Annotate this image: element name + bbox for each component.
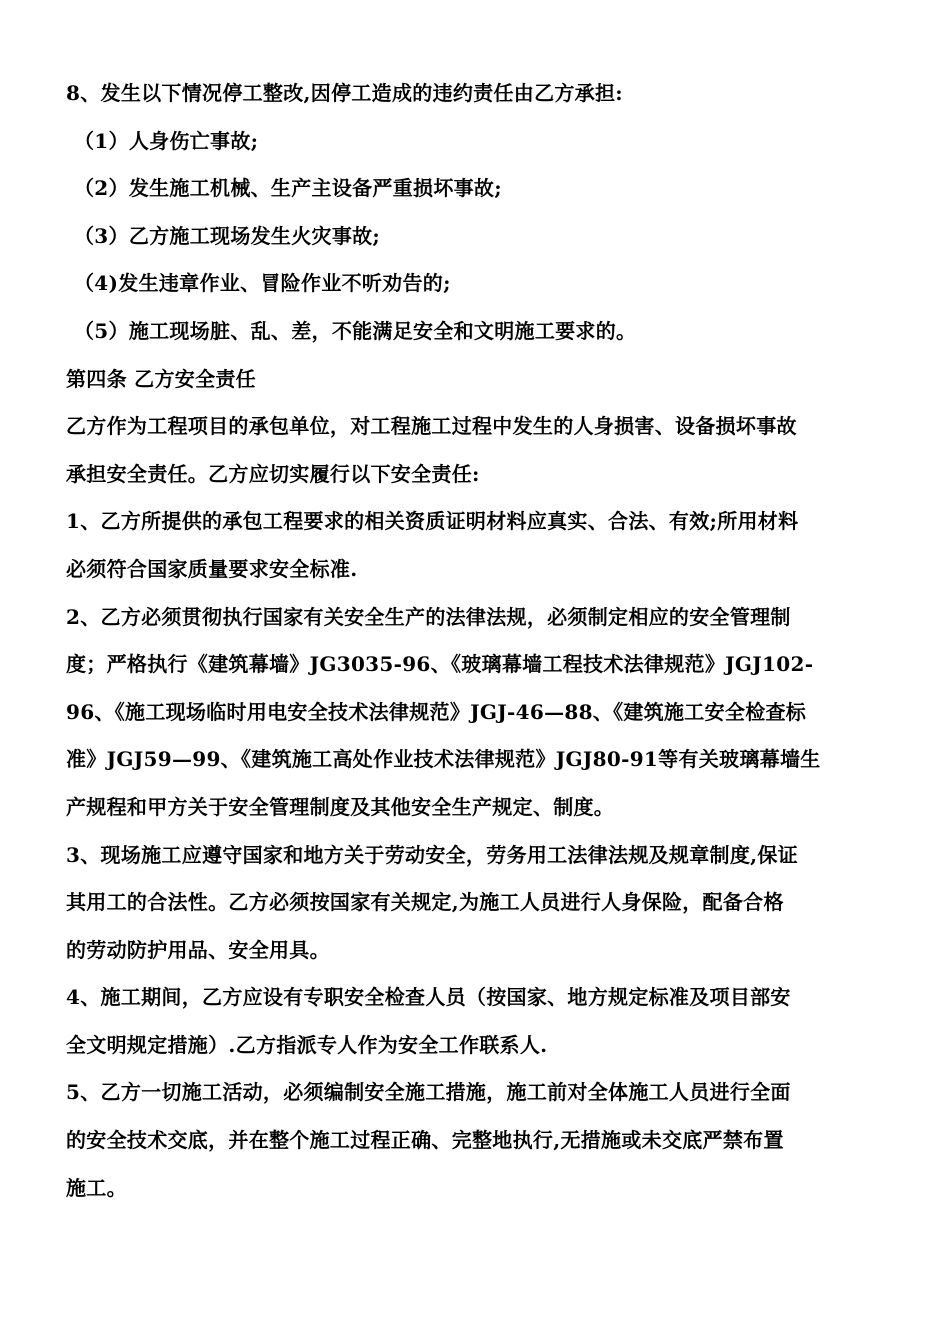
item-1-line-1: 1、乙方所提供的承包工程要求的相关资质证明材料应真实、合法、有效;所用材料: [66, 509, 799, 534]
article-4-title: 第四条 乙方安全责任: [66, 366, 256, 391]
clause-8-item-3: （3）乙方施工现场发生火灾事故;: [74, 223, 381, 248]
clause-8-heading: 8、发生以下情况停工整改,因停工造成的违约责任由乙方承担:: [66, 81, 623, 105]
item-3-line-1: 3、现场施工应遵守国家和地方关于劳动安全，劳务用工法律法规及规章制度,保证: [66, 842, 798, 867]
item-2-line-2: 度；严格执行《建筑幕墙》JG3035-96、《玻璃幕墙工程技术法律规范》JGJ102-: [66, 652, 814, 677]
clause-8-item-1: （1）人身伤亡事故;: [74, 128, 259, 153]
item-4-line-1: 4、施工期间，乙方应设有专职安全检查人员（按国家、地方规定标准及项目部安: [66, 985, 791, 1010]
item-4-line-2: 全文明规定措施）.乙方指派专人作为安全工作联系人.: [66, 1032, 548, 1057]
item-2-line-3: 96、《施工现场临时用电安全技术法律规范》JGJ-46—88、《建筑施工安全检查标: [66, 699, 807, 724]
clause-8-item-4: （4)发生违章作业、冒险作业不听劝告的;: [74, 271, 451, 296]
item-2-line-1: 2、乙方必须贯彻执行国家有关安全生产的法律法规，必须制定相应的安全管理制: [66, 604, 791, 629]
item-2-line-4: 准》JGJ59—99、《建筑施工高处作业技术法律规范》JGJ80-91等有关玻璃幕墙生: [66, 747, 821, 772]
item-1-line-2: 必须符合国家质量要求安全标准.: [66, 556, 358, 581]
item-5-line-3: 施工。: [66, 1175, 127, 1200]
clause-8-item-2: （2）发生施工机械、生产主设备严重损坏事故;: [74, 176, 502, 201]
document-page: [66, 70, 886, 1212]
clause-8-item-5: （5）施工现场脏、乱、差，不能满足安全和文明施工要求的。: [74, 318, 637, 343]
item-2-line-5: 产规程和甲方关于安全管理制度及其他安全生产规定、制度。: [66, 794, 615, 819]
item-3-line-3: 的劳动防护用品、安全用具。: [66, 937, 330, 962]
article-4-intro-line-1: 乙方作为工程项目的承包单位，对工程施工过程中发生的人身损害、设备损坏事故: [66, 414, 797, 439]
item-5-line-1: 5、乙方一切施工活动，必须编制安全施工措施，施工前对全体施工人员进行全面: [66, 1080, 791, 1105]
item-3-line-2: 其用工的合法性。乙方必须按国家有关规定,为施工人员进行人身保险，配备合格: [66, 890, 784, 915]
article-4-intro-line-2: 承担安全责任。乙方应切实履行以下安全责任:: [66, 461, 480, 486]
item-5-line-2: 的安全技术交底，并在整个施工过程正确、完整地执行,无措施或未交底严禁布置: [66, 1128, 784, 1153]
